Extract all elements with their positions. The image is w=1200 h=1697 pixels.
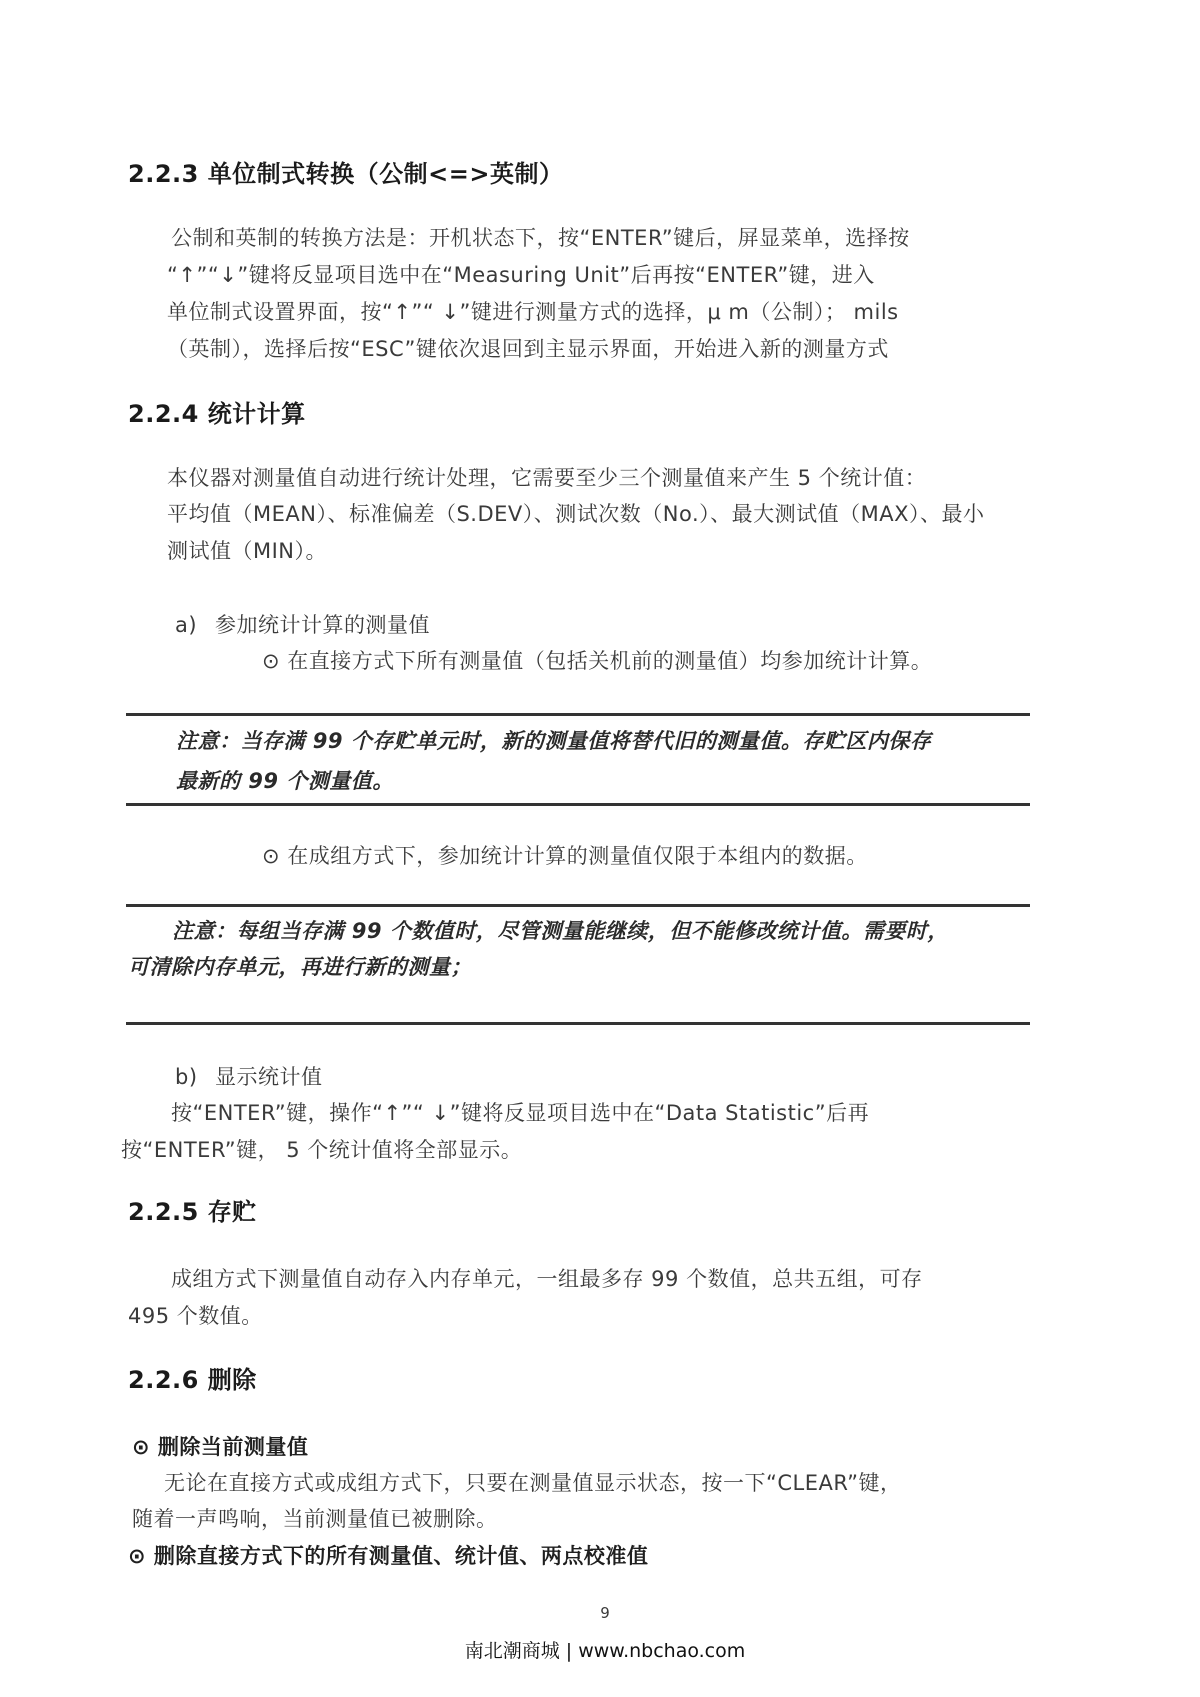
list-text-a: 参加统计计算的测量值 bbox=[215, 613, 430, 637]
bullet-title: ⊙ 删除直接方式下的所有测量值、统计值、两点校准值 bbox=[128, 1544, 649, 1568]
heading-2-2-3: 2.2.3 单位制式转换（公制<=>英制） bbox=[128, 160, 564, 188]
divider bbox=[126, 713, 1030, 716]
divider bbox=[126, 803, 1030, 806]
divider bbox=[126, 1022, 1030, 1025]
paragraph-line: “↑”“↓”键将反显项目选中在“Measuring Unit”后再按“ENTER”键，进入 bbox=[167, 263, 875, 287]
paragraph-line: 成组方式下测量值自动存入内存单元，一组最多存 99 个数值，总共五组，可存 bbox=[171, 1267, 923, 1291]
heading-2-2-5: 2.2.5 存贮 bbox=[128, 1198, 257, 1226]
paragraph-line: 公制和英制的转换方法是：开机状态下，按“ENTER”键后，屏显菜单，选择按 bbox=[171, 226, 910, 250]
page-number: 9 bbox=[600, 1604, 610, 1622]
bullet-title: ⊙ 删除当前测量值 bbox=[132, 1435, 309, 1459]
note-line: 最新的 99 个测量值。 bbox=[176, 769, 394, 793]
note-line: 可清除内存单元，再进行新的测量； bbox=[128, 955, 472, 979]
note-line: 注意：每组当存满 99 个数值时，尽管测量能继续，但不能修改统计值。需要时， bbox=[172, 919, 949, 943]
footer-watermark: 南北潮商城 | www.nbchao.com bbox=[464, 1640, 746, 1662]
heading-2-2-4: 2.2.4 统计计算 bbox=[128, 400, 306, 428]
paragraph-line: 按“ENTER”键， 5 个统计值将全部显示。 bbox=[121, 1138, 523, 1162]
bullet-item: ⊙ 在成组方式下，参加统计计算的测量值仅限于本组内的数据。 bbox=[262, 844, 868, 868]
heading-2-2-6: 2.2.6 删除 bbox=[128, 1366, 257, 1394]
paragraph-line: 本仪器对测量值自动进行统计处理，它需要至少三个测量值来产生 5 个统计值： bbox=[167, 466, 927, 490]
bullet-item: ⊙ 在直接方式下所有测量值（包括关机前的测量值）均参加统计计算。 bbox=[262, 649, 933, 673]
paragraph-line: 按“ENTER”键，操作“↑”“ ↓”键将反显项目选中在“Data Statistic”后再 bbox=[171, 1101, 870, 1125]
list-label-a: a) bbox=[175, 613, 198, 637]
paragraph-line: （英制），选择后按“ESC”键依次退回到主显示界面，开始进入新的测量方式 bbox=[167, 337, 889, 361]
paragraph-line: 测试值（MIN）。 bbox=[167, 539, 328, 563]
paragraph-line: 单位制式设置界面，按“↑”“ ↓”键进行测量方式的选择，μ m（公制）； mils bbox=[167, 300, 899, 324]
paragraph-line: 495 个数值。 bbox=[128, 1304, 263, 1328]
list-text-b: 显示统计值 bbox=[215, 1065, 323, 1089]
divider bbox=[126, 904, 1030, 907]
paragraph-line: 平均值（MEAN）、标准偏差（S.DEV）、测试次数（No.）、最大测试值（MAX）、最小 bbox=[167, 502, 985, 526]
paragraph-line: 随着一声鸣响，当前测量值已被删除。 bbox=[132, 1507, 498, 1531]
list-label-b: b) bbox=[175, 1065, 198, 1089]
paragraph-line: 无论在直接方式或成组方式下，只要在测量值显示状态，按一下“CLEAR”键， bbox=[164, 1471, 902, 1495]
note-line: 注意：当存满 99 个存贮单元时，新的测量值将替代旧的测量值。存贮区内保存 bbox=[176, 729, 932, 753]
